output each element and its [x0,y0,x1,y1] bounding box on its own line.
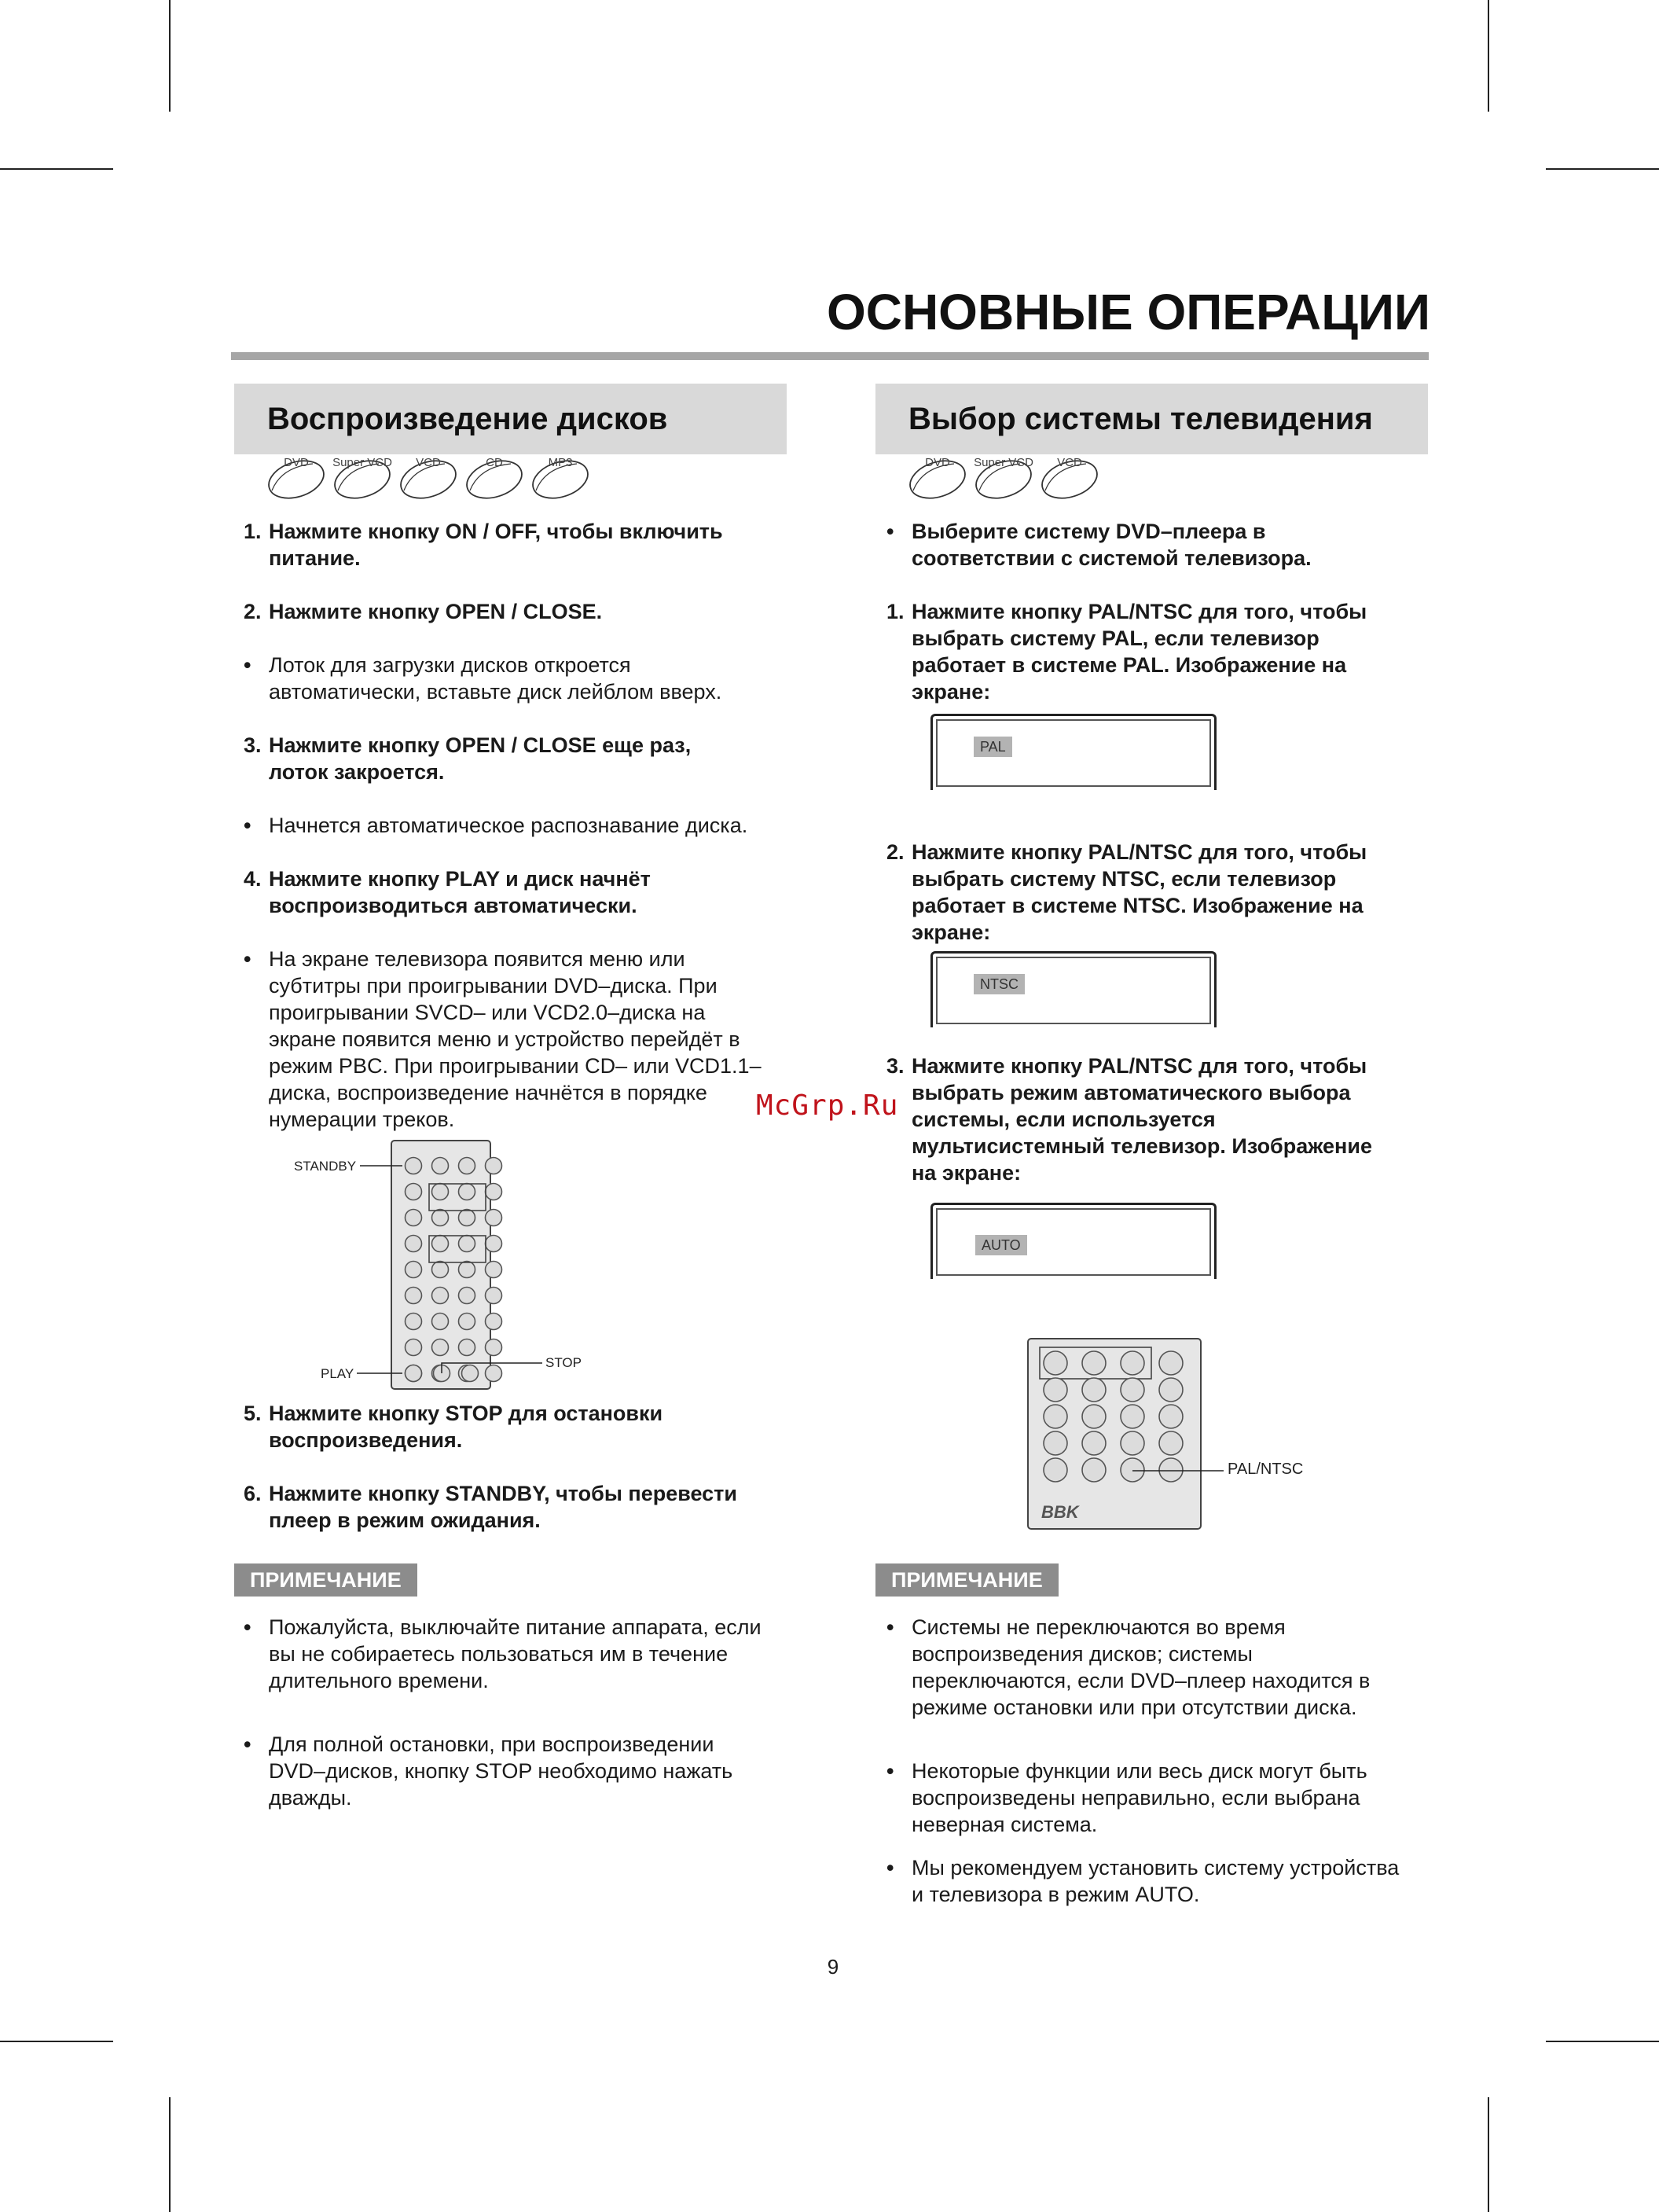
text-line: воспроизводиться автоматически. [269,894,637,917]
disc-icon-label: Super VCD [332,456,392,469]
remote-button [1082,1378,1106,1402]
remote-button [1044,1405,1067,1428]
text-line: Некоторые функции или весь диск могут быть [912,1759,1367,1783]
remote-button [462,1365,479,1382]
text-line: режим PBC. При проигрывании CD– или VCD1.1– [269,1054,762,1078]
step-number: 5. [244,1402,262,1425]
crop-mark [0,2041,113,2042]
text-line: питание. [269,546,361,570]
brand-logo: BBK [1041,1502,1079,1522]
bullet-mark: • [244,1615,251,1639]
remote-button [486,1210,502,1226]
disc-icon [1039,456,1100,502]
remote-button [1082,1405,1106,1428]
remote-control-illustration-pal-ntsc [1026,1336,1293,1533]
step-number: 3. [886,1054,905,1078]
text-line: Мы рекомендуем установить систему устройства [912,1856,1400,1879]
text-line: Нажмите кнопку PAL/NTSC для того, чтобы [912,600,1367,623]
bullet-mark: • [244,653,251,677]
bullet-mark: • [244,814,251,837]
text-line: Пожалуйста, выключайте питание аппарата, если [269,1615,762,1639]
bullet-mark: • [244,1732,251,1756]
osd-auto: AUTO [975,1235,1027,1255]
remote-button [459,1236,475,1252]
remote-button [432,1184,449,1200]
tv-screen-auto [930,1203,1217,1279]
bullet-mark: • [886,520,894,543]
title-rule [231,352,1429,360]
remote-button [1082,1431,1106,1455]
remote-button [406,1158,422,1174]
text-line: Нажмите кнопку OPEN / CLOSE еще раз, [269,733,692,757]
section-heading-playback: Воспроизведение дисков [234,384,787,454]
text-line: работает в системе NTSC. Изображение на [912,894,1364,917]
text-line: на экране: [912,1161,1022,1185]
remote-control-illustration [283,1138,597,1391]
watermark: McGrp.Ru [756,1089,899,1122]
text-line: выбрать систему PAL, если телевизор [912,626,1319,650]
step-number: 3. [244,733,262,757]
disc-icon [398,456,459,502]
text-line: дважды. [269,1786,352,1810]
text-line: воспроизведения дисков; системы [912,1642,1253,1666]
remote-button [486,1158,502,1174]
remote-button [459,1158,475,1174]
section-heading-tv-system: Выбор системы телевидения [875,384,1428,454]
text-line: работает в системе PAL. Изображение на [912,653,1347,677]
remote-button [1159,1378,1183,1402]
remote-button [459,1262,475,1278]
disc-format-icons [266,456,627,503]
osd-pal: PAL [974,737,1012,757]
remote-button [406,1210,422,1226]
remote-button [486,1184,502,1200]
crop-mark [169,2097,171,2212]
note-label-right: ПРИМЕЧАНИЕ [875,1563,1059,1597]
text-line: воспроизведения. [269,1428,463,1452]
disc-icon [266,456,327,502]
crop-mark [1546,168,1659,170]
text-line: автоматически, вставьте диск лейблом вверх. [269,680,722,704]
text-line: Нажмите кнопку STANDBY, чтобы перевести [269,1482,737,1505]
text-line: экране: [912,680,991,704]
step-number: 2. [886,840,905,864]
remote-button [1044,1378,1067,1402]
disc-icon [907,456,968,502]
disc-icon [530,456,591,502]
text-line: Нажмите кнопку OPEN / CLOSE. [269,600,603,623]
play-label: PLAY [321,1366,354,1381]
remote-button [432,1210,449,1226]
disc-icon-label: MP3 [548,456,573,469]
crop-mark [169,0,171,112]
page-number: 9 [827,1955,839,1979]
disc-format-icons [907,456,1143,503]
remote-button [432,1158,449,1174]
disc-icon-label: Super VCD [974,456,1033,469]
text-line: воспроизведены неправильно, если выбрана [912,1786,1360,1810]
bullet-mark: • [886,1615,894,1639]
text-line: и телевизора в режим AUTO. [912,1883,1200,1906]
disc-icon-label: VCD [416,456,441,469]
standby-label: STANDBY [294,1159,357,1174]
text-line: системы, если используется [912,1108,1216,1131]
tv-screen-ntsc [930,951,1217,1027]
remote-button [406,1184,422,1200]
remote-button [406,1262,422,1278]
remote-button [1121,1351,1144,1375]
remote-button [406,1365,422,1382]
step-number: 4. [244,867,262,891]
text-line: На экране телевизора появится меню или [269,947,685,971]
disc-icon [464,456,525,502]
text-line: выбрать режим автоматического выбора [912,1081,1351,1104]
remote-button [432,1262,449,1278]
text-line: экране: [912,920,991,944]
text-line: Нажмите кнопку STOP для остановки [269,1402,663,1425]
text-line: Системы не переключаются во время [912,1615,1286,1639]
text-line: плеер в режим ожидания. [269,1508,541,1532]
remote-button [459,1184,475,1200]
text-line: режиме остановки или при отсутствии диска. [912,1696,1357,1719]
page-title: ОСНОВНЫЕ ОПЕРАЦИИ [826,284,1430,340]
remote-button [432,1314,449,1330]
text-line: выбрать систему NTSC, если телевизор [912,867,1337,891]
note-label-left: ПРИМЕЧАНИЕ [234,1563,417,1597]
remote-button [1044,1431,1067,1455]
text-line: проигрывании SVCD– или VCD2.0–диска на [269,1001,706,1024]
remote-button [406,1314,422,1330]
remote-button [1159,1351,1183,1375]
bullet-mark: • [244,947,251,971]
remote-button [1159,1431,1183,1455]
step-number: 6. [244,1482,262,1505]
remote-button [459,1314,475,1330]
crop-mark [1488,2097,1489,2212]
crop-mark [1546,2041,1659,2042]
remote-button [486,1236,502,1252]
step-number: 2. [244,600,262,623]
osd-ntsc: NTSC [974,974,1025,994]
remote-button [1082,1351,1106,1375]
remote-button [1044,1458,1067,1482]
text-line: лоток закроется. [269,760,445,784]
remote-button [459,1339,475,1356]
text-line: переключаются, если DVD–плеер находится в [912,1669,1371,1692]
text-line: Нажмите кнопку PLAY и диск начнёт [269,867,651,891]
remote-button [432,1236,449,1252]
remote-button [459,1210,475,1226]
text-line: вы не собираетесь пользоваться им в течение [269,1642,729,1666]
crop-mark [0,168,113,170]
text-line: Нажмите кнопку PAL/NTSC для того, чтобы [912,840,1367,864]
remote-button [1121,1431,1144,1455]
remote-button [432,1339,449,1356]
remote-button [406,1339,422,1356]
crop-mark [1488,0,1489,112]
pal-ntsc-label: PAL/NTSC [1228,1461,1304,1478]
remote-button [486,1365,502,1382]
bullet-mark: • [886,1759,894,1783]
remote-button [486,1339,502,1356]
remote-button [486,1288,502,1304]
remote-button [486,1314,502,1330]
text-line: Начнется автоматическое распознавание диска. [269,814,748,837]
text-line: соответствии с системой телевизора. [912,546,1312,570]
text-line: длительного времени. [269,1669,489,1692]
disc-icon [332,456,393,502]
disc-icon [973,456,1034,502]
text-line: DVD–дисков, кнопку STOP необходимо нажать [269,1759,733,1783]
remote-button [1121,1458,1144,1482]
remote-button [432,1288,449,1304]
text-line: экране появится меню и устройство перейдёт в [269,1027,740,1051]
tv-screen-pal [930,714,1217,790]
remote-button [1121,1378,1144,1402]
bullet-mark: • [886,1856,894,1879]
step-number: 1. [244,520,262,543]
remote-button [459,1288,475,1304]
remote-button [486,1262,502,1278]
text-line: Нажмите кнопку ON / OFF, чтобы включить [269,520,723,543]
disc-icon-label: VCD [1057,456,1082,469]
step-number: 1. [886,600,905,623]
text-line: Для полной остановки, при воспроизведении [269,1732,714,1756]
remote-button [1121,1405,1144,1428]
disc-icon-label: DVD [284,456,309,469]
remote-button [1159,1405,1183,1428]
text-line: субтитры при проигрывании DVD–диска. При [269,974,718,998]
remote-button [406,1236,422,1252]
remote-button [1082,1458,1106,1482]
remote-button [406,1288,422,1304]
text-line: Выберите систему DVD–плеера в [912,520,1266,543]
remote-button [1044,1351,1067,1375]
text-line: Лоток для загрузки дисков откроется [269,653,631,677]
text-line: нумерации треков. [269,1108,455,1131]
text-line: неверная система. [912,1813,1098,1836]
text-line: диска, воспроизведение начнётся в порядке [269,1081,707,1104]
disc-icon-label: DVD [925,456,950,469]
text-line: Нажмите кнопку PAL/NTSC для того, чтобы [912,1054,1367,1078]
disc-icon-label: CD [486,456,503,469]
remote-button [1159,1458,1183,1482]
text-line: мультисистемный телевизор. Изображение [912,1134,1372,1158]
stop-label: STOP [545,1355,582,1370]
